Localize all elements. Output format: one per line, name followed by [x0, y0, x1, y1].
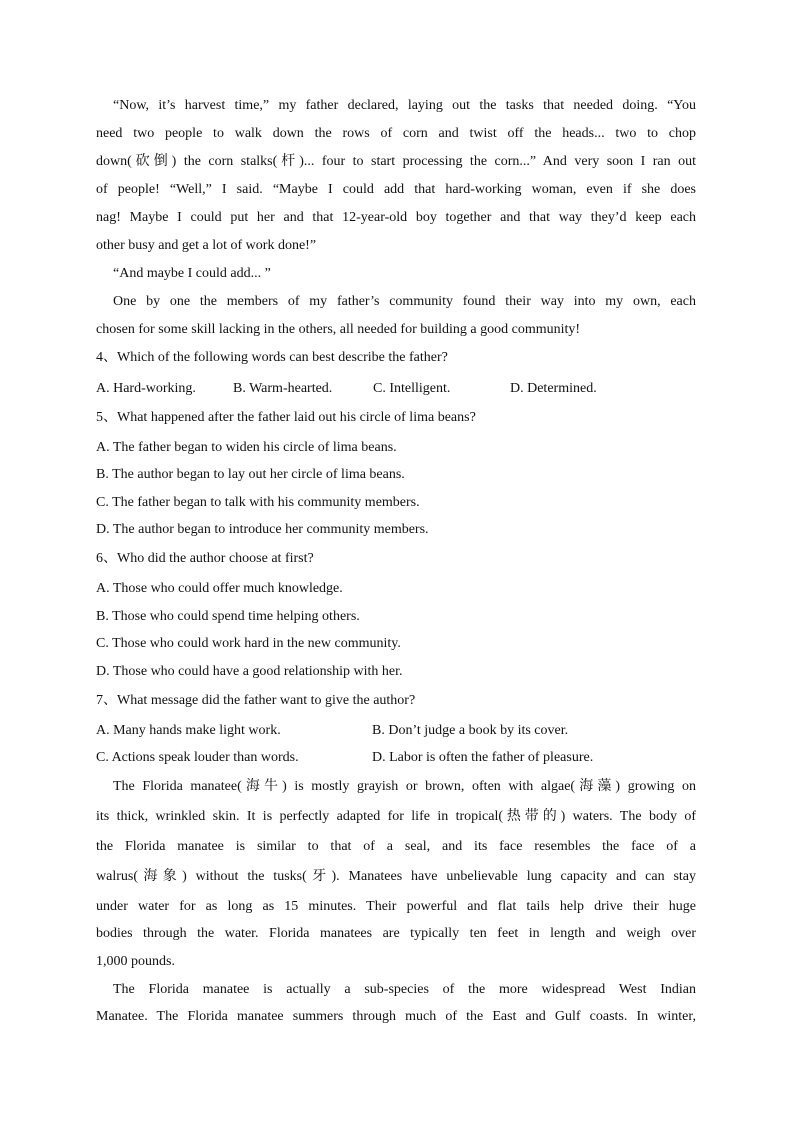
- passage-d-line: under water for as long as 15 minutes. Their powerful and flat tails help drive their huge: [96, 899, 696, 914]
- passage-d-line: The Florida manatee(海牛) is mostly grayish or brown, often with algae(海藻) growing on: [113, 779, 696, 794]
- question-option: B. Those who could spend time helping others.: [96, 609, 360, 624]
- question-option: A. Those who could offer much knowledge.: [96, 581, 343, 596]
- question-option: D. Determined.: [510, 381, 597, 396]
- passage-c-line: other busy and get a lot of work done!”: [96, 238, 317, 253]
- passage-c-line: need two people to walk down the rows of corn and twist off the heads... two to chop: [96, 126, 696, 141]
- question-option: D. Those who could have a good relationship with her.: [96, 664, 403, 679]
- question-option: C. Those who could work hard in the new community.: [96, 636, 401, 651]
- question-stem: 6、Who did the author choose at first?: [96, 551, 314, 566]
- question-option: A. Hard-working.: [96, 381, 196, 396]
- question-option: A. The father began to widen his circle of lima beans.: [96, 440, 397, 455]
- passage-d-line: walrus(海象) without the tusks(牙). Manatees have unbelievable lung capacity and can stay: [96, 869, 696, 884]
- passage-c-line: of people! “Well,” I said. “Maybe I could add that hard-working woman, even if she does: [96, 182, 696, 197]
- passage-c-line: “And maybe I could add... ”: [113, 266, 271, 281]
- question-option: D. The author began to introduce her community members.: [96, 522, 429, 537]
- question-option: A. Many hands make light work.: [96, 723, 281, 738]
- question-option: B. The author began to lay out her circle of lima beans.: [96, 467, 405, 482]
- question-stem: 4、Which of the following words can best describe the father?: [96, 350, 448, 365]
- passage-d-line: its thick, wrinkled skin. It is perfectly adapted for life in tropical(热带的) waters. The body of: [96, 809, 696, 824]
- passage-d-line: The Florida manatee is actually a sub-species of the more widespread West Indian: [113, 982, 696, 997]
- passage-d-line: the Florida manatee is similar to that of a seal, and its face resembles the face of a: [96, 839, 696, 854]
- question-stem: 7、What message did the father want to give the author?: [96, 693, 416, 708]
- question-option: C. Actions speak louder than words.: [96, 750, 299, 765]
- passage-c-line: down(砍倒) the corn stalks(杆)... four to start processing the corn...” And very soon I ran out: [96, 154, 696, 169]
- passage-c-line: One by one the members of my father’s community found their way into my own, each: [113, 294, 696, 309]
- question-stem: 5、What happened after the father laid out his circle of lima beans?: [96, 410, 476, 425]
- passage-d-line: Manatee. The Florida manatee summers through much of the East and Gulf coasts. In winter,: [96, 1009, 696, 1024]
- passage-d-line: bodies through the water. Florida manatees are typically ten feet in length and weigh over: [96, 926, 696, 941]
- passage-c-line: chosen for some skill lacking in the others, all needed for building a good community!: [96, 322, 581, 337]
- question-option: B. Warm-hearted.: [233, 381, 333, 396]
- passage-d-line: 1,000 pounds.: [96, 954, 175, 969]
- passage-c-line: nag! Maybe I could put her and that 12-year-old boy together and that way they’d keep each: [96, 210, 696, 225]
- passage-c-line: “Now, it’s harvest time,” my father declared, laying out the tasks that needed doing. “You: [113, 98, 696, 113]
- question-option: B. Don’t judge a book by its cover.: [372, 723, 569, 738]
- question-option: D. Labor is often the father of pleasure.: [372, 750, 594, 765]
- question-option: C. Intelligent.: [373, 381, 451, 396]
- question-option: C. The father began to talk with his community members.: [96, 495, 420, 510]
